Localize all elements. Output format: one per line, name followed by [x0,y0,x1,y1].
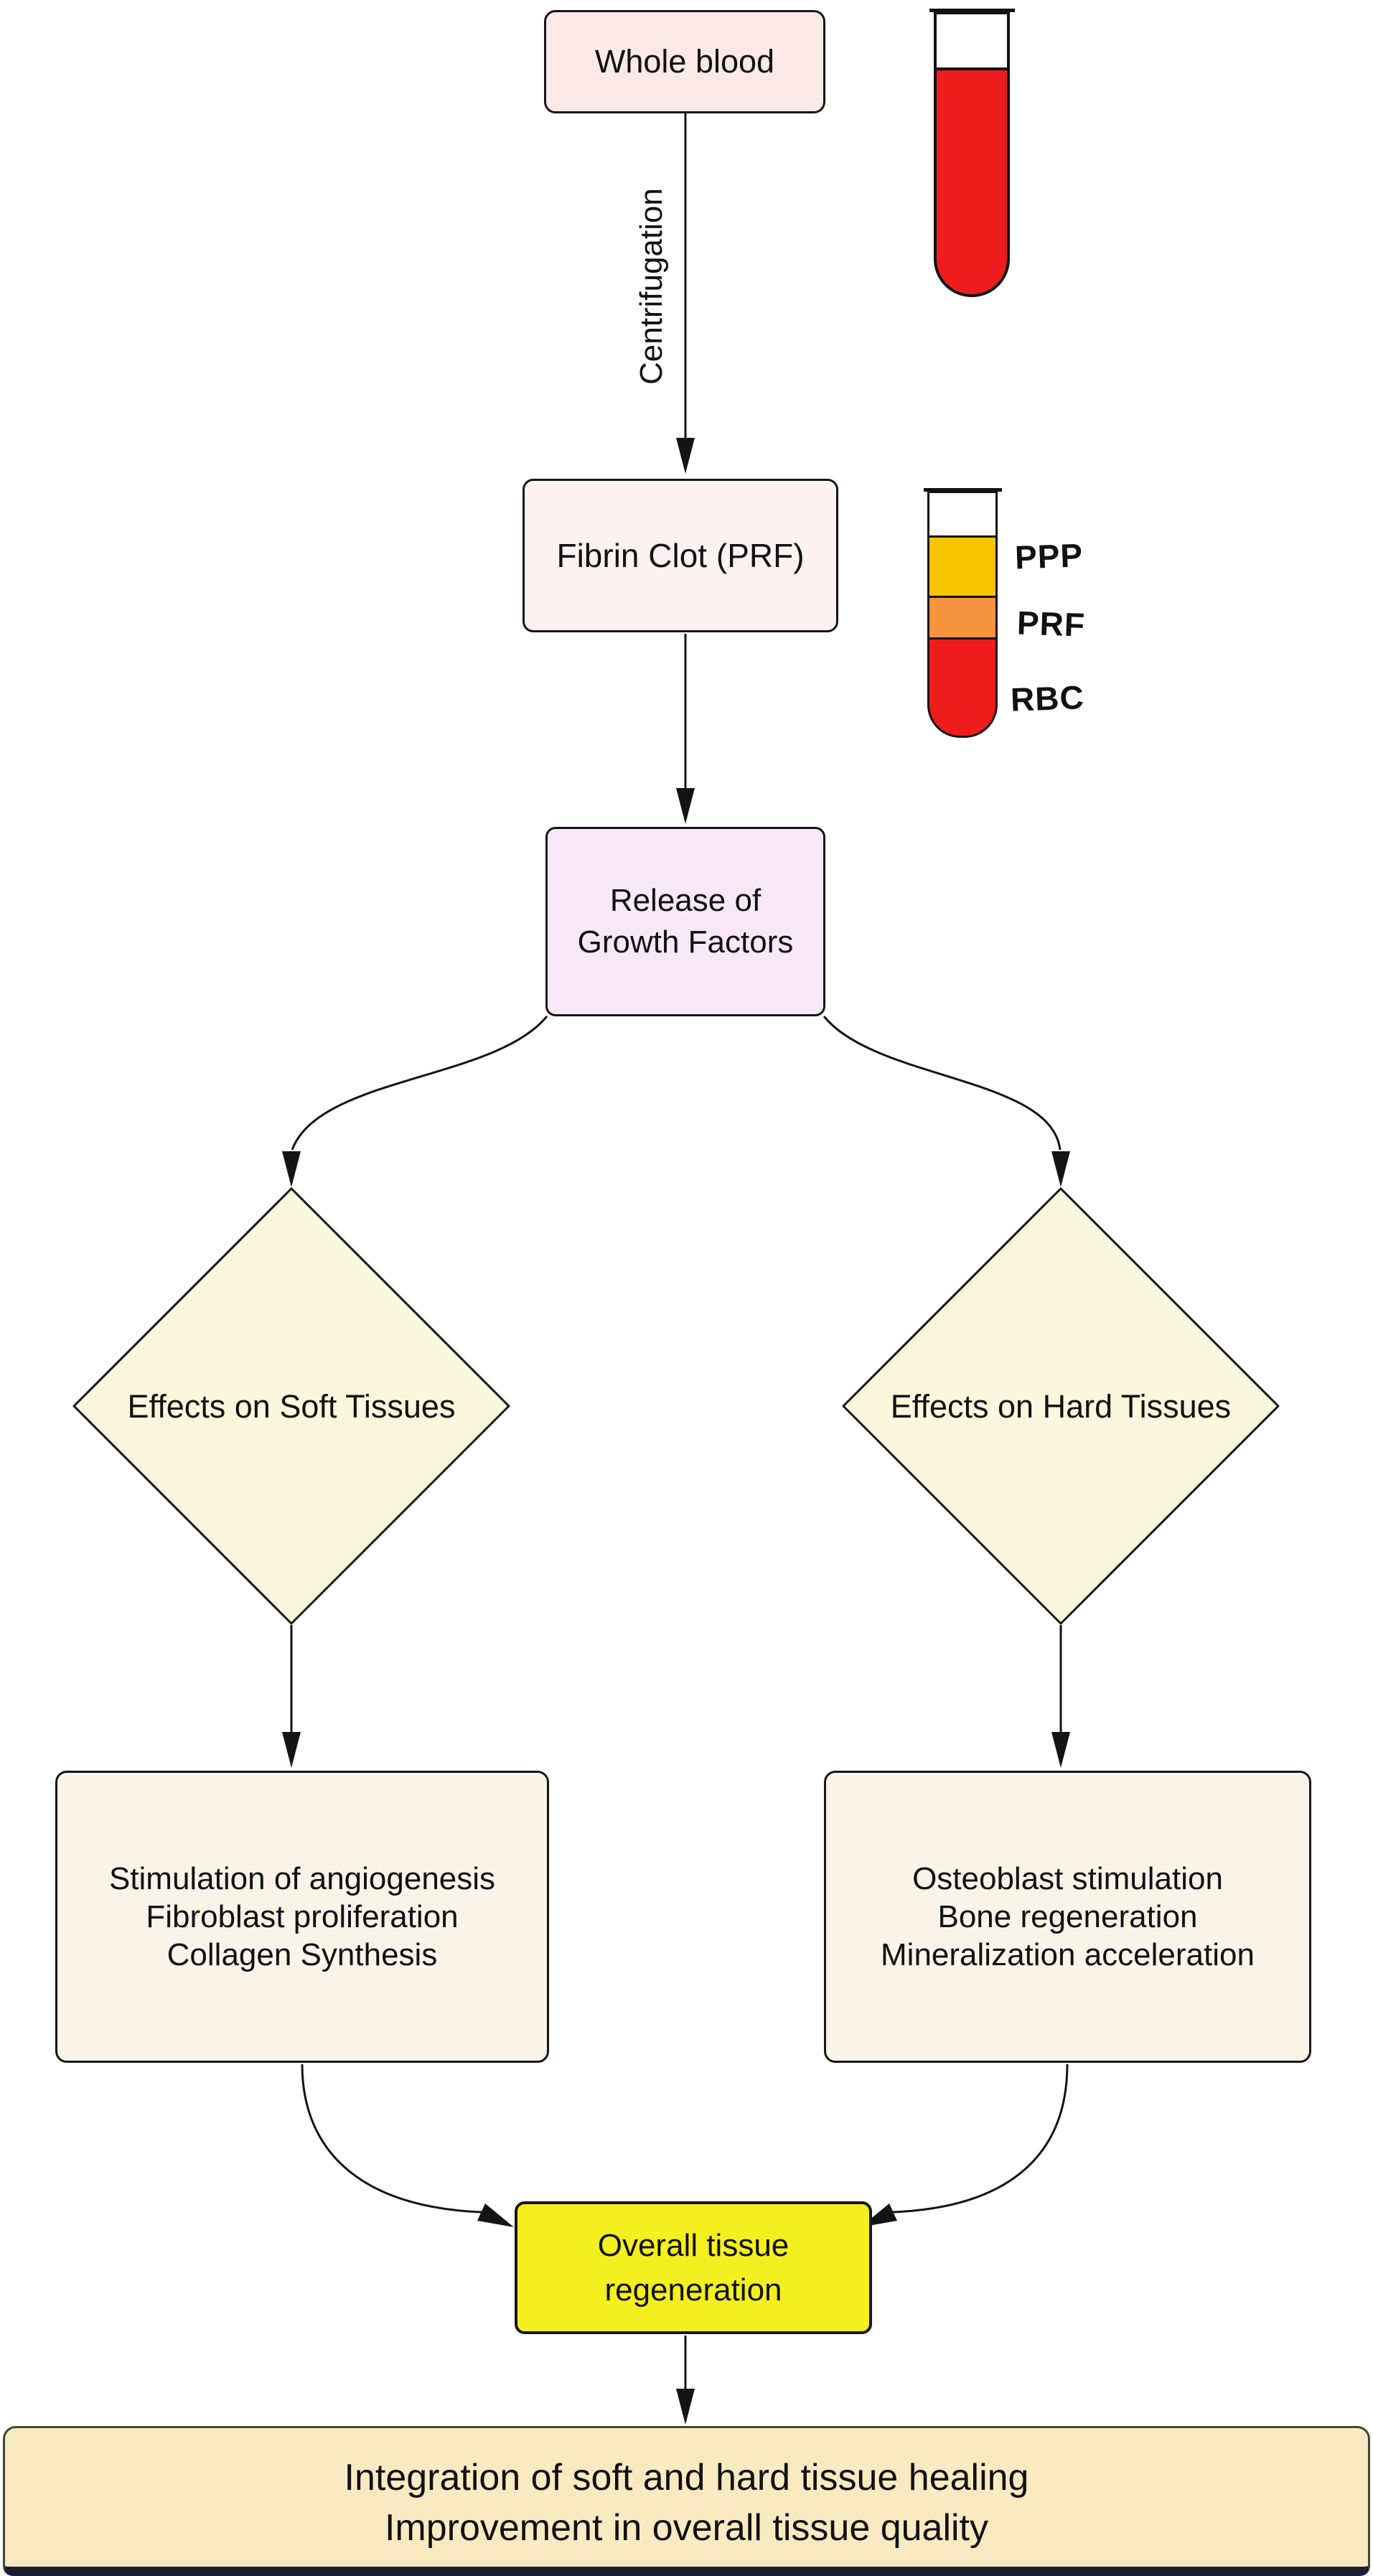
separated-tube-icon [927,491,998,738]
whole-blood-tube-icon [934,11,1010,297]
rbc-label: RBC [1010,678,1085,718]
arrow-release-to-soft [292,1016,547,1150]
soft-effects-node [55,1771,549,2063]
arrowhead-down-icon [282,1151,301,1187]
hard-effects-node [824,1771,1311,2063]
arrowhead-down-icon [1051,1151,1070,1187]
overall-regeneration-node [515,2201,872,2334]
arrowhead-down-icon [282,1732,301,1768]
arrow-softbox-to-overall [302,2064,482,2212]
tube-prf-segment [929,598,995,640]
fibrin-clot-label: Fibrin Clot (PRF) [556,537,805,574]
soft-tissues-label: Effects on Soft Tissues [127,1388,456,1425]
release-growth-factors-node [545,827,825,1016]
arrowhead-down-icon [676,2389,695,2425]
hard-effects-line: Mineralization acceleration [881,1937,1255,1972]
arrowhead-down-icon [676,438,695,474]
arrow-release-to-hard [824,1016,1060,1150]
overall-label-line: Overall tissue [597,2227,789,2263]
prf-label: PRF [1016,604,1086,644]
arrowhead-down-icon [1051,1732,1070,1768]
arrowhead-right-icon [477,2203,514,2227]
tube-empty-segment [929,493,995,538]
banner-line: Integration of soft and hard tissue healing [344,2457,1029,2498]
soft-effects-line: Collagen Synthesis [167,1937,438,1972]
release-label-line: Release of [609,883,762,918]
soft-effects-line: Stimulation of angiogenesis [108,1861,496,1896]
arrow-hardbox-to-overall [893,2064,1067,2212]
whole-blood-node [544,10,825,113]
integration-banner [3,2426,1370,2576]
arrowhead-down-icon [676,788,695,824]
centrifugation-label: Centrifugation [634,188,669,385]
ppp-label: PPP [1014,536,1084,576]
tube-empty-segment [937,14,1007,70]
hard-effects-line: Bone regeneration [937,1899,1198,1934]
banner-line: Improvement in overall tissue quality [384,2507,989,2549]
fibrin-clot-node [523,479,838,632]
whole-blood-label: Whole blood [594,43,775,80]
hard-effects-line: Osteoblast stimulation [912,1861,1223,1896]
tube-ppp-segment [929,538,995,598]
release-label-line: Growth Factors [577,924,794,960]
overall-label-line: regeneration [604,2272,782,2308]
soft-effects-line: Fibroblast proliferation [146,1899,459,1934]
hard-tissues-label: Effects on Hard Tissues [890,1388,1232,1425]
